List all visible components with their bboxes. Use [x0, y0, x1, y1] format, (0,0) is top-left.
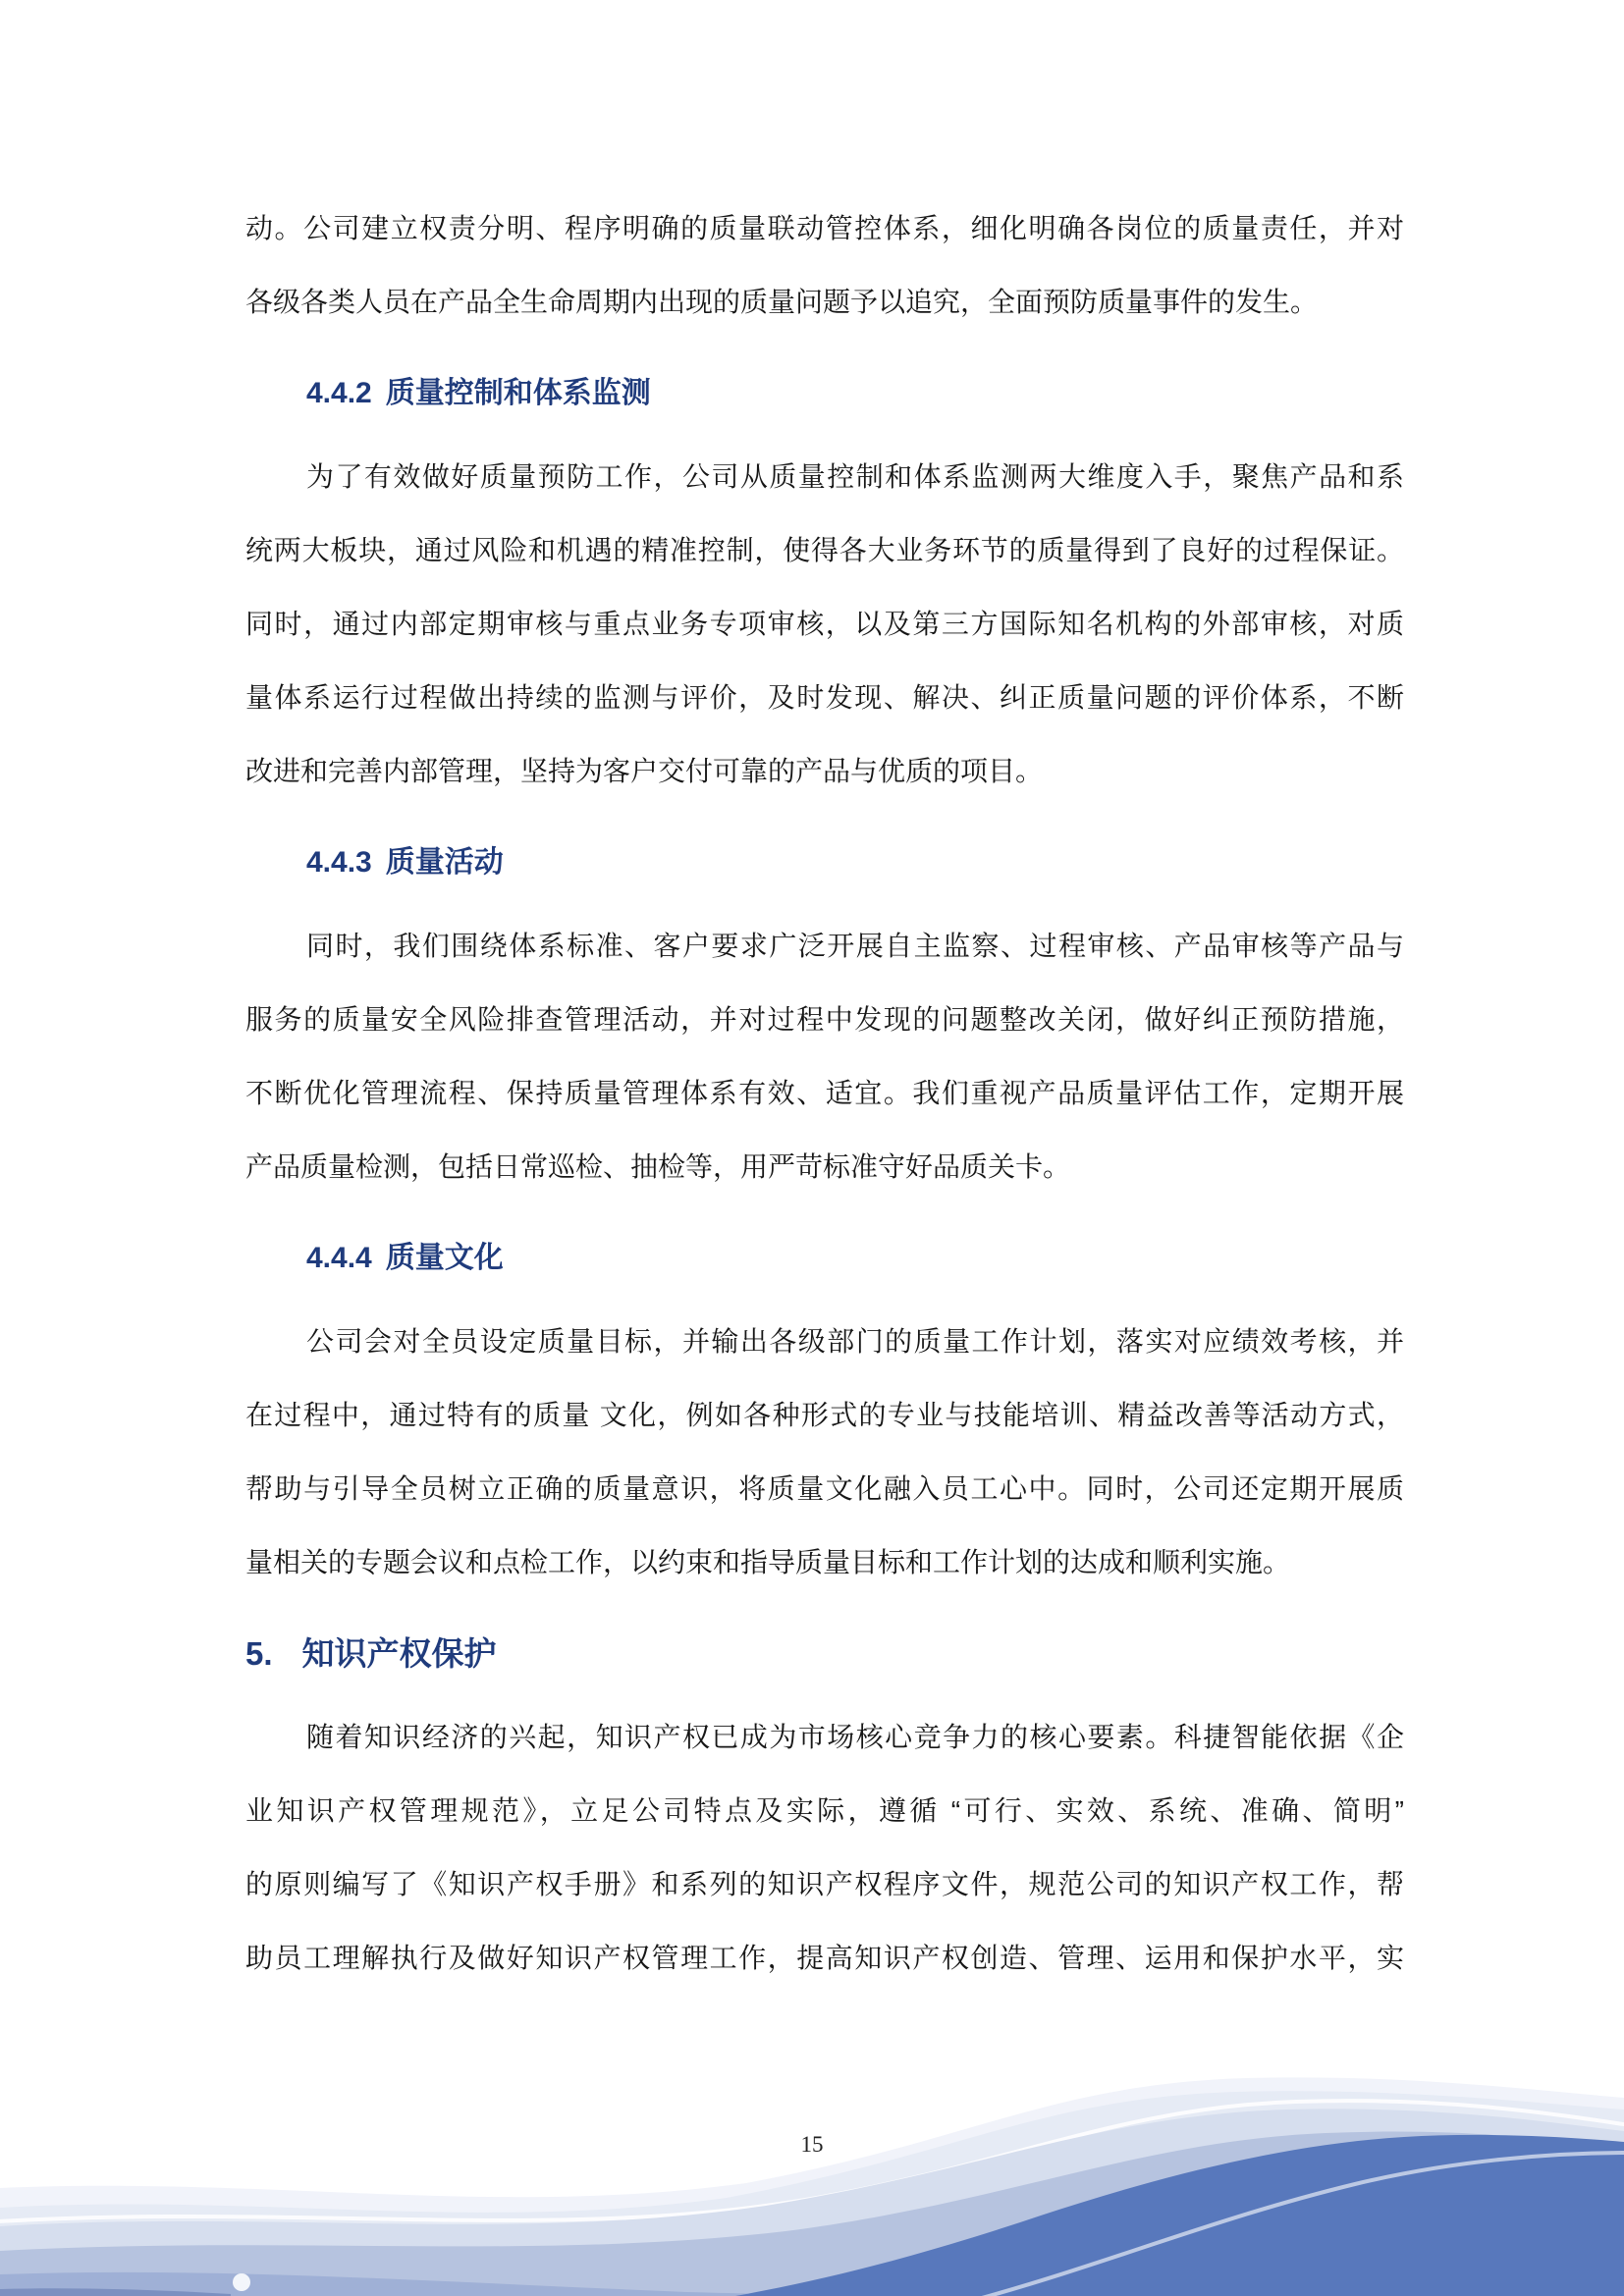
- paragraph-line: 量相关的专题会议和点检工作，以约束和指导质量目标和工作计划的达成和顺利实施。: [245, 1547, 1291, 1577]
- heading-4-4-4: [306, 1221, 1404, 1295]
- paragraph-line: 公司会对全员设定质量目标，并输出各级部门的质量工作计划，落实对应绩效考核，并: [306, 1326, 1404, 1357]
- paragraph-ip-protection: [245, 1700, 1404, 1995]
- paragraph-quality-activity: [245, 909, 1404, 1203]
- paragraph-line: 在过程中，通过特有的质量 文化，例如各种形式的专业与技能培训、精益改善等活动方式，: [245, 1400, 1404, 1430]
- wave-decoration: [0, 2051, 1624, 2296]
- paragraph-line: 为了有效做好质量预防工作，公司从质量控制和体系监测两大维度入手，聚焦产品和系: [306, 461, 1404, 492]
- heading-4-4-2: [306, 356, 1404, 430]
- page-content: [245, 191, 1404, 1995]
- paragraph-line: 同时，我们围绕体系标准、客户要求广泛开展自主监察、过程审核、产品审核等产品与: [306, 931, 1404, 961]
- paragraph-line: 帮助与引导全员树立正确的质量意识，将质量文化融入员工心中。同时，公司还定期开展质: [245, 1473, 1404, 1504]
- paragraph-quality-control: [245, 440, 1404, 808]
- paragraph-line: 同时，通过内部定期审核与重点业务专项审核，以及第三方国际知名机构的外部审核，对质: [245, 609, 1404, 639]
- paragraph-line: 服务的质量安全风险排查管理活动，并对过程中发现的问题整改关闭，做好纠正预防措施，: [245, 1004, 1404, 1035]
- page-number: 15: [800, 2132, 824, 2157]
- paragraph-line: 产品质量检测，包括日常巡检、抽检等，用严苛标准守好品质关卡。: [245, 1151, 1071, 1182]
- heading-title: 质量活动: [385, 846, 504, 879]
- paragraph-quality-culture: [245, 1305, 1404, 1599]
- paragraph-line: 统两大板块，通过风险和机遇的精准控制，使得各大业务环节的质量得到了良好的过程保证。: [245, 535, 1404, 565]
- paragraph-line: 动。公司建立权责分明、程序明确的质量联动管控体系，细化明确各岗位的质量责任，并对: [245, 213, 1404, 243]
- paragraph-line: 助员工理解执行及做好知识产权管理工作，提高知识产权创造、管理、运用和保护水平，实: [245, 1943, 1404, 1973]
- heading-title: 质量控制和体系监测: [385, 377, 651, 409]
- heading-5-ip-protection: [245, 1617, 1404, 1690]
- heading-number: 4.4.3: [306, 846, 372, 879]
- paragraph-line: 不断优化管理流程、保持质量管理体系有效、适宜。我们重视产品质量评估工作，定期开展: [245, 1078, 1404, 1108]
- heading-number: 4.4.4: [306, 1242, 372, 1274]
- paragraph-line: 随着知识经济的兴起，知识产权已成为市场核心竞争力的核心要素。科捷智能依据《企: [306, 1722, 1404, 1752]
- heading-title: 知识产权保护: [301, 1635, 497, 1672]
- heading-4-4-3: [306, 826, 1404, 899]
- wave-dot: [233, 2273, 250, 2291]
- heading-title: 质量文化: [385, 1242, 504, 1274]
- heading-number: 4.4.2: [306, 377, 372, 409]
- paragraph-line: 改进和完善内部管理，坚持为客户交付可靠的产品与优质的项目。: [245, 756, 1044, 786]
- heading-number: 5.: [245, 1635, 273, 1672]
- paragraph-line: 业知识产权管理规范》，立足公司特点及实际，遵循 “可行、实效、系统、准确、简明”: [245, 1795, 1404, 1826]
- paragraph-line: 量体系运行过程做出持续的监测与评价，及时发现、解决、纠正质量问题的评价体系，不断: [245, 682, 1404, 713]
- paragraph-line: 各级各类人员在产品全生命周期内出现的质量问题予以追究，全面预防质量事件的发生。: [245, 287, 1319, 317]
- paragraph-line: 的原则编写了《知识产权手册》和系列的知识产权程序文件，规范公司的知识产权工作，帮: [245, 1869, 1404, 1899]
- paragraph-continued: [245, 191, 1404, 339]
